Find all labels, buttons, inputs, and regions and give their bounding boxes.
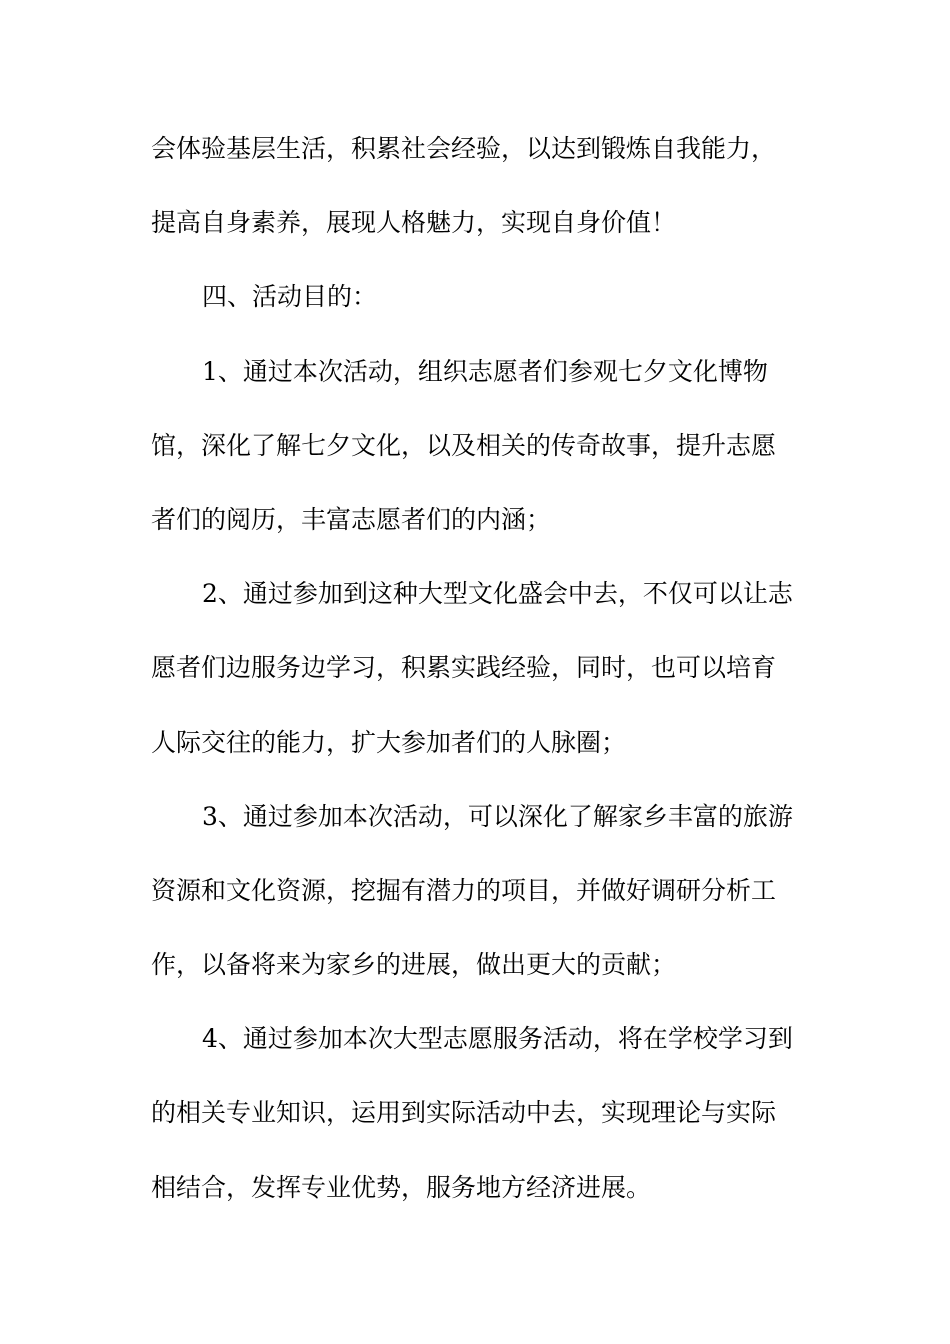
section-heading: 四、活动目的： <box>202 282 378 312</box>
list-item-4-line-3: 相结合，发挥专业优势，服务地方经济进展。 <box>151 1172 652 1202</box>
text-line-continuation: 会体验基层生活，积累社会经验，以达到锻炼自我能力， <box>151 134 777 163</box>
text-line-continuation: 提高自身素养，展现人格魅力，实现自身价值！ <box>151 208 677 238</box>
document-body <box>151 129 811 1242</box>
list-item-2-line-2: 愿者们边服务边学习，积累实践经验，同时，也可以培育 <box>151 653 777 683</box>
list-item-2-line-1: 2、通过参加到这种大型文化盛会中去，不仅可以让志 <box>202 579 793 609</box>
list-item-1-line-1: 1、通过本次活动，组织志愿者们参观七夕文化博物 <box>202 356 768 386</box>
list-item-3-line-1: 3、通过参加本次活动，可以深化了解家乡丰富的旅游 <box>202 801 793 831</box>
list-item-4-line-1: 4、通过参加本次大型志愿服务活动，将在学校学习到 <box>202 1024 793 1054</box>
list-item-2-line-3: 人际交往的能力，扩大参加者们的人脉圈； <box>151 727 627 757</box>
list-item-1-line-3: 者们的阅历，丰富志愿者们的内涵； <box>151 504 552 534</box>
list-item-1-line-2: 馆，深化了解七夕文化，以及相关的传奇故事，提升志愿 <box>151 430 777 460</box>
list-item-3-line-2: 资源和文化资源，挖掘有潜力的项目，并做好调研分析工 <box>151 875 777 905</box>
list-item-4-line-2: 的相关专业知识，运用到实际活动中去，实现理论与实际 <box>151 1098 777 1128</box>
list-item-3-line-3: 作，以备将来为家乡的进展，做出更大的贡献； <box>151 950 677 980</box>
